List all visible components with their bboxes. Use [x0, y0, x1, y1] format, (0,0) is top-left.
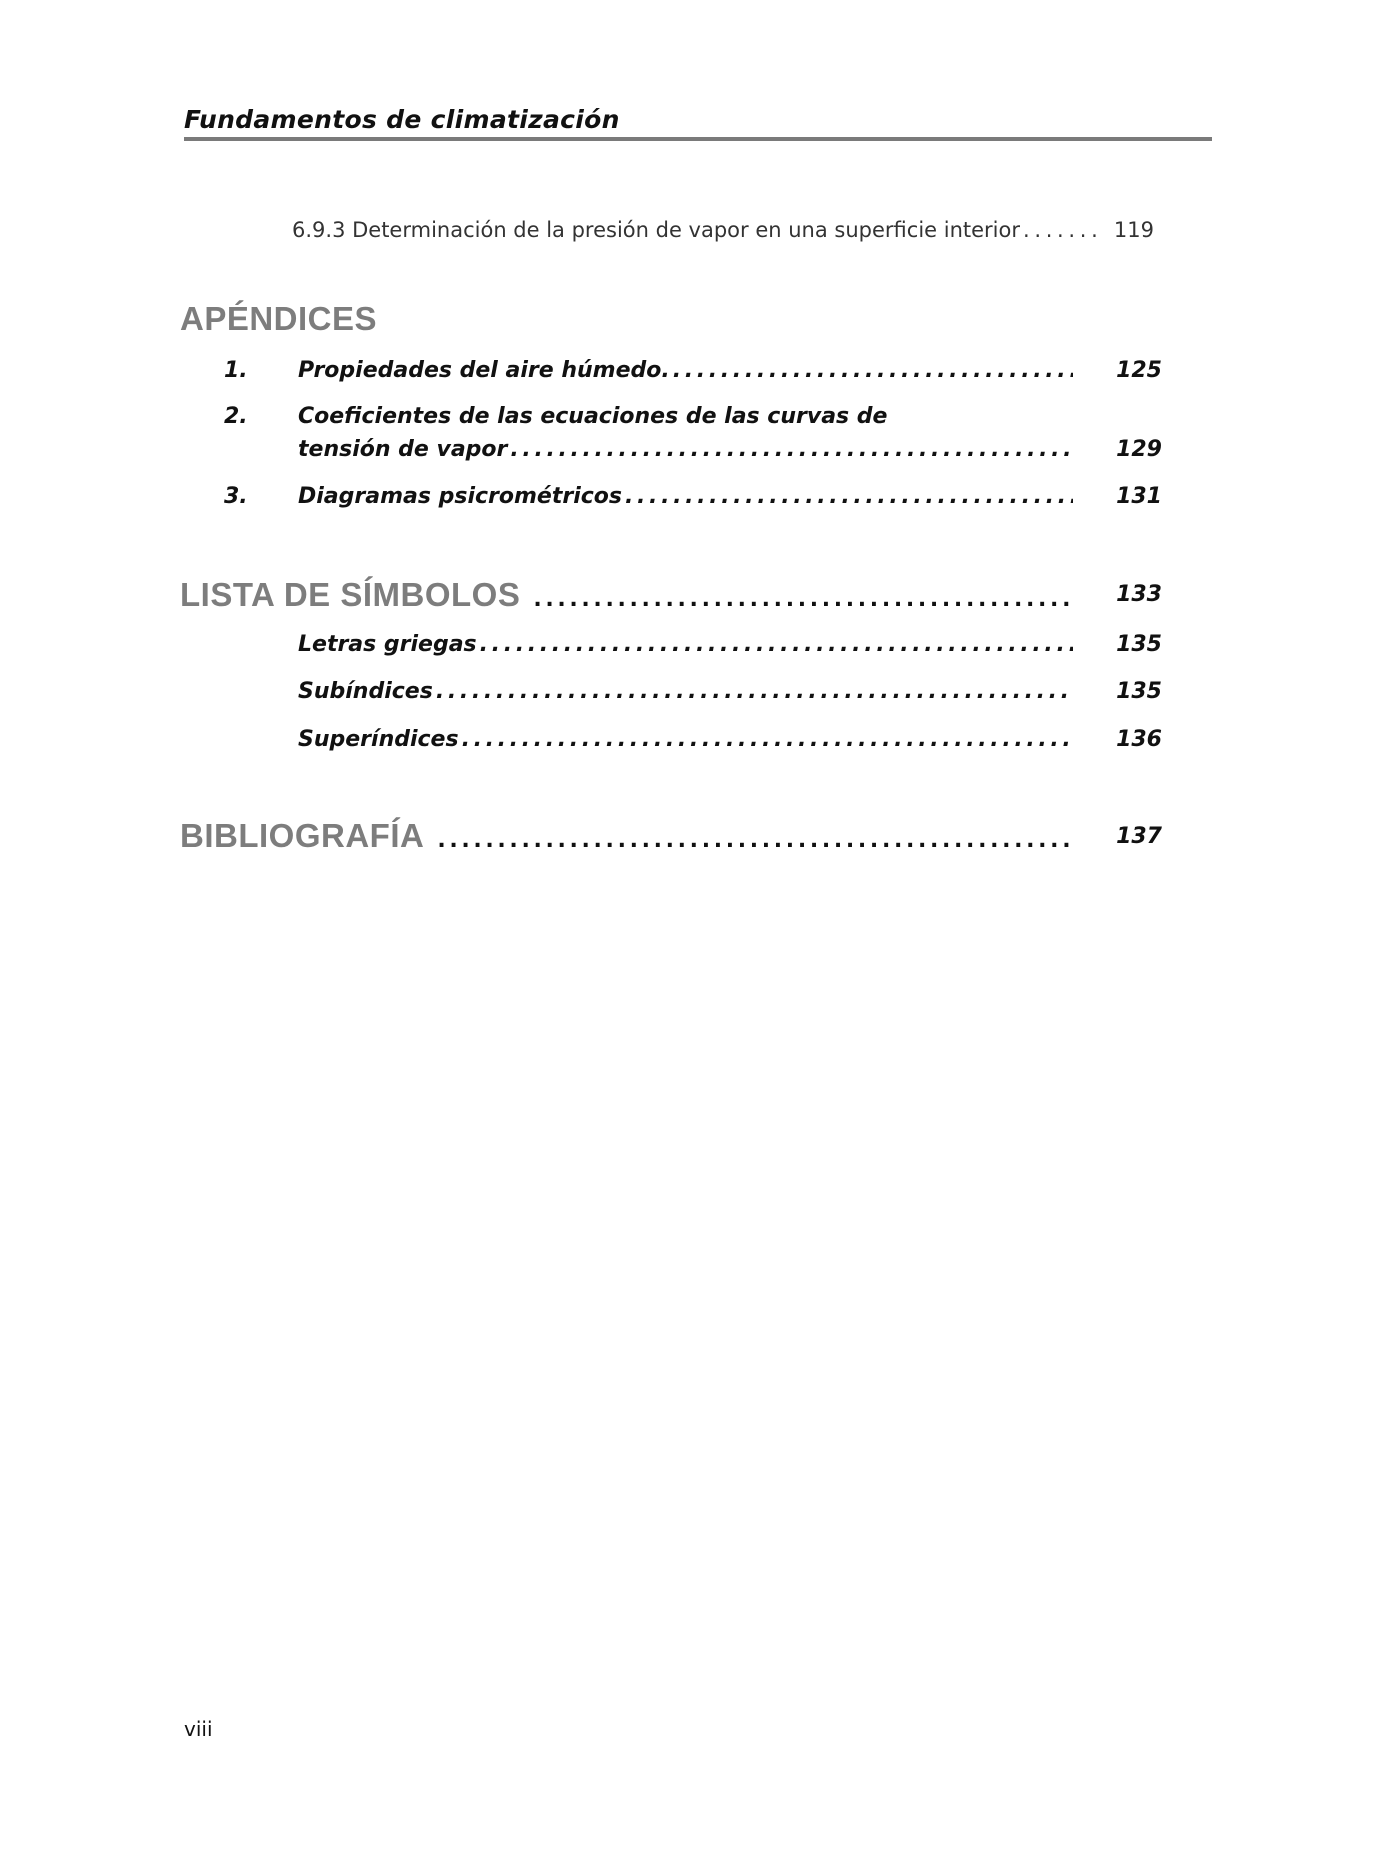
- dot-leader: [622, 484, 1073, 509]
- toc-entry-title: Propiedades del aire húmedo.: [298, 358, 670, 383]
- toc-entry-subindices[interactable]: [298, 679, 1073, 704]
- dot-leader: [434, 828, 1073, 853]
- toc-entry-superindices[interactable]: [298, 727, 1073, 752]
- dot-leader: [433, 679, 1073, 704]
- dot-leader: [459, 727, 1073, 752]
- toc-entry-page: 137: [1116, 824, 1162, 849]
- header-rule: [184, 137, 1212, 141]
- toc-entry-appendix-3[interactable]: [298, 484, 1073, 509]
- dot-leader: [477, 632, 1073, 657]
- toc-entry-page: 125: [1116, 358, 1162, 383]
- toc-entry-title: tensión de vapor: [298, 437, 508, 462]
- toc-section-symbols[interactable]: [180, 576, 1073, 614]
- running-head: Fundamentos de climatización: [184, 105, 620, 134]
- toc-section-bibliography[interactable]: [180, 817, 1073, 855]
- section-heading-symbols: LISTA DE SÍMBOLOS: [180, 576, 521, 613]
- dot-leader: [530, 587, 1073, 612]
- toc-entry-title: Subíndices: [298, 679, 433, 704]
- toc-entry-page: 133: [1116, 582, 1162, 607]
- toc-entry-title: Superíndices: [298, 727, 459, 752]
- toc-entry-title: 6.9.3 Determinación de la presión de vapor en una superficie interior: [292, 218, 1020, 242]
- appendix-number: 1.: [224, 358, 248, 383]
- section-heading-appendices: APÉNDICES: [180, 300, 378, 337]
- dot-leader: [507, 437, 1073, 462]
- toc-entry-appendix-1[interactable]: [298, 358, 1073, 383]
- section-heading-bibliography: BIBLIOGRAFÍA: [180, 817, 425, 854]
- toc-entry-6-9-3[interactable]: [292, 218, 1096, 242]
- toc-entry-page: 131: [1116, 484, 1162, 509]
- toc-entry-page: 135: [1116, 679, 1162, 704]
- dot-leader: [1020, 218, 1096, 242]
- appendix-number: 2.: [224, 404, 248, 429]
- toc-entry-title: Letras griegas: [298, 632, 477, 657]
- toc-entry-page: 135: [1116, 632, 1162, 657]
- toc-entry-page: 129: [1116, 437, 1162, 462]
- dot-leader: [670, 358, 1073, 383]
- page-number: viii: [184, 1717, 213, 1741]
- toc-entry-page: 136: [1116, 727, 1162, 752]
- appendix-number: 3.: [224, 484, 248, 509]
- toc-entry-letras-griegas[interactable]: [298, 632, 1073, 657]
- toc-entry-appendix-2-line2[interactable]: [298, 437, 1073, 462]
- toc-entry-title: Diagramas psicrométricos: [298, 484, 623, 509]
- toc-entry-appendix-2-line1[interactable]: Coeficientes de las ecuaciones de las curvas de: [298, 404, 888, 429]
- toc-entry-page: 119: [1113, 218, 1154, 242]
